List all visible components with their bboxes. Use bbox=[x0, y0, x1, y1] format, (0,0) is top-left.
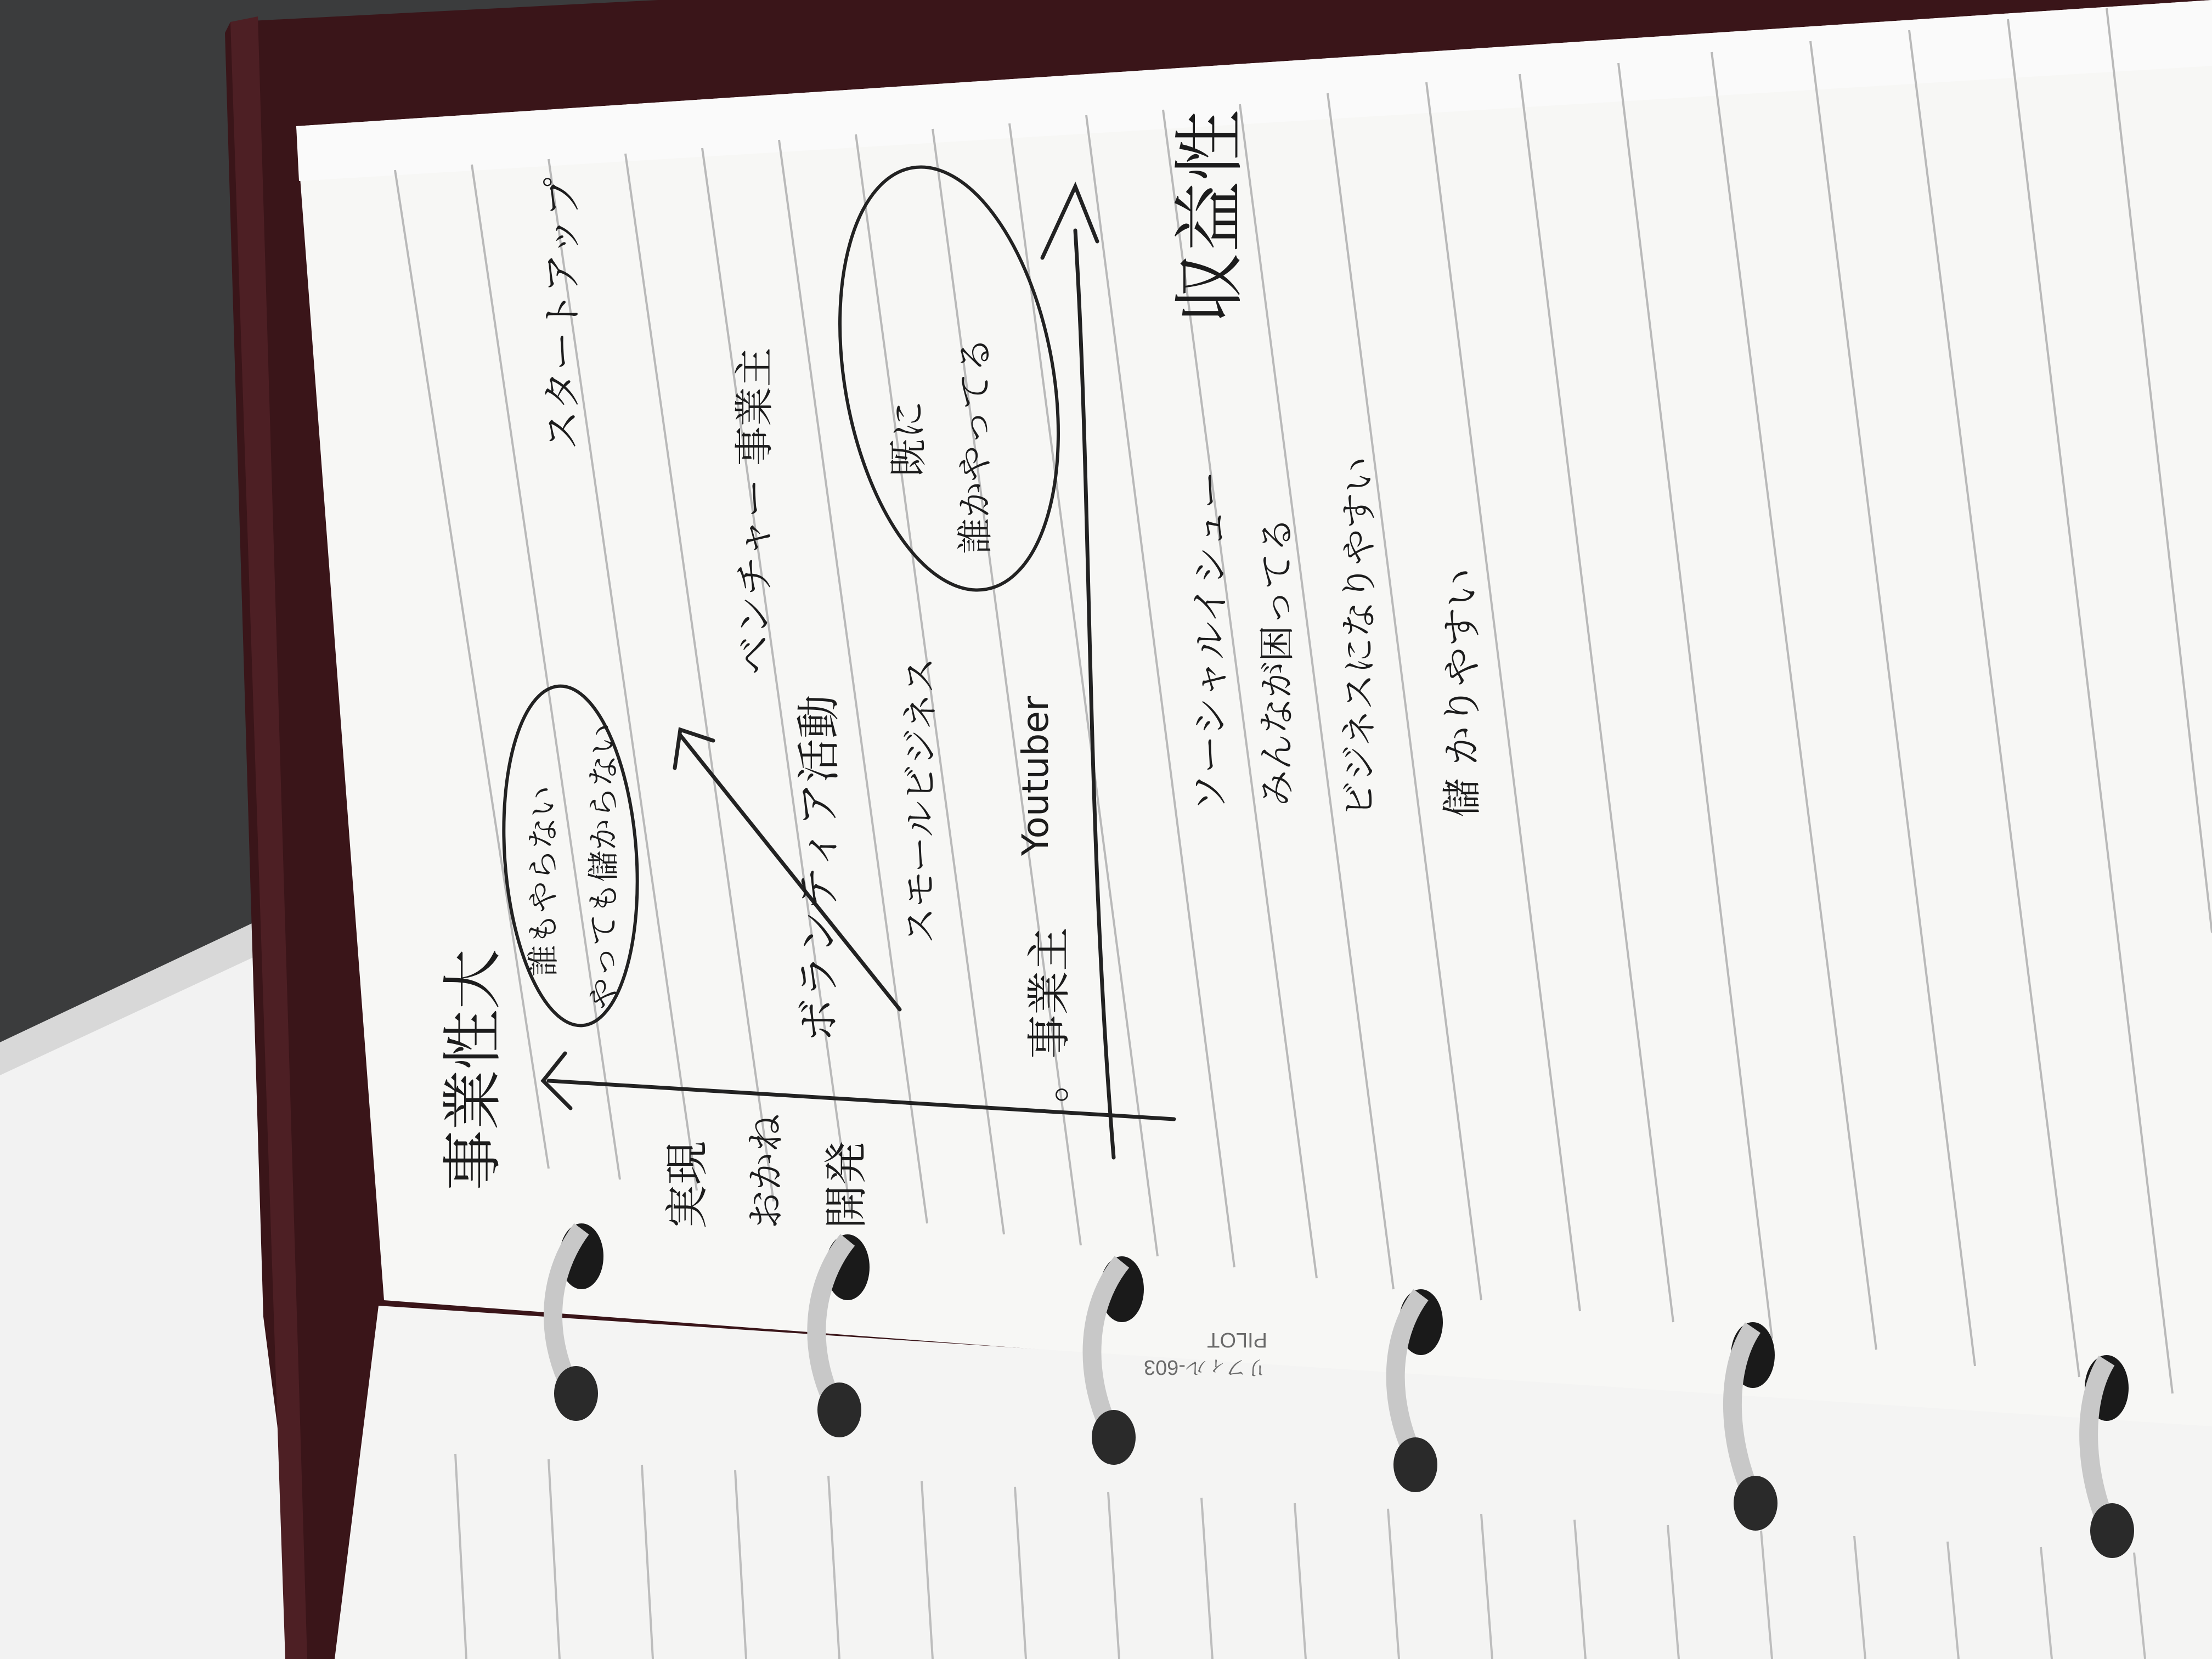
comment-3: ビジネスになりやすい bbox=[1338, 456, 1380, 817]
item-youtuber: Youtuber bbox=[1014, 696, 1057, 856]
margin-word-3: 開発 bbox=[821, 1141, 872, 1229]
margin-word-2: おかね bbox=[743, 1114, 788, 1229]
item-small-business: スモールビジネス bbox=[899, 657, 941, 944]
item-jigyonushi: 。事業主 bbox=[1024, 927, 1075, 1103]
item-volunteer: ボランティア活動 bbox=[793, 695, 844, 1042]
comment-4: 儲 かりやすい bbox=[1439, 568, 1485, 817]
brand-label: PILOT bbox=[1207, 1328, 1267, 1351]
comment-2: みんなが困ってる bbox=[1256, 517, 1298, 806]
x-axis-label: 収益性 bbox=[1168, 109, 1251, 324]
item-startup: スタートアップ bbox=[539, 177, 585, 450]
bubble-top-line-1: 誰もやらない bbox=[524, 785, 562, 977]
title-text: 事業性大 bbox=[438, 949, 508, 1190]
refill-code: リフィル-603 bbox=[1143, 1356, 1267, 1379]
bubble-main-line-1: 既に bbox=[886, 400, 931, 477]
comment-1: ソーシャルイシュー bbox=[1188, 470, 1233, 812]
bubble-main-line-2: 誰かやってる bbox=[954, 337, 996, 554]
margin-word-1: 実現 bbox=[662, 1141, 713, 1229]
bubble-top-line-2: やっても儲からない bbox=[585, 723, 622, 1009]
item-venture: ベンチャー 事業主 bbox=[731, 347, 777, 675]
